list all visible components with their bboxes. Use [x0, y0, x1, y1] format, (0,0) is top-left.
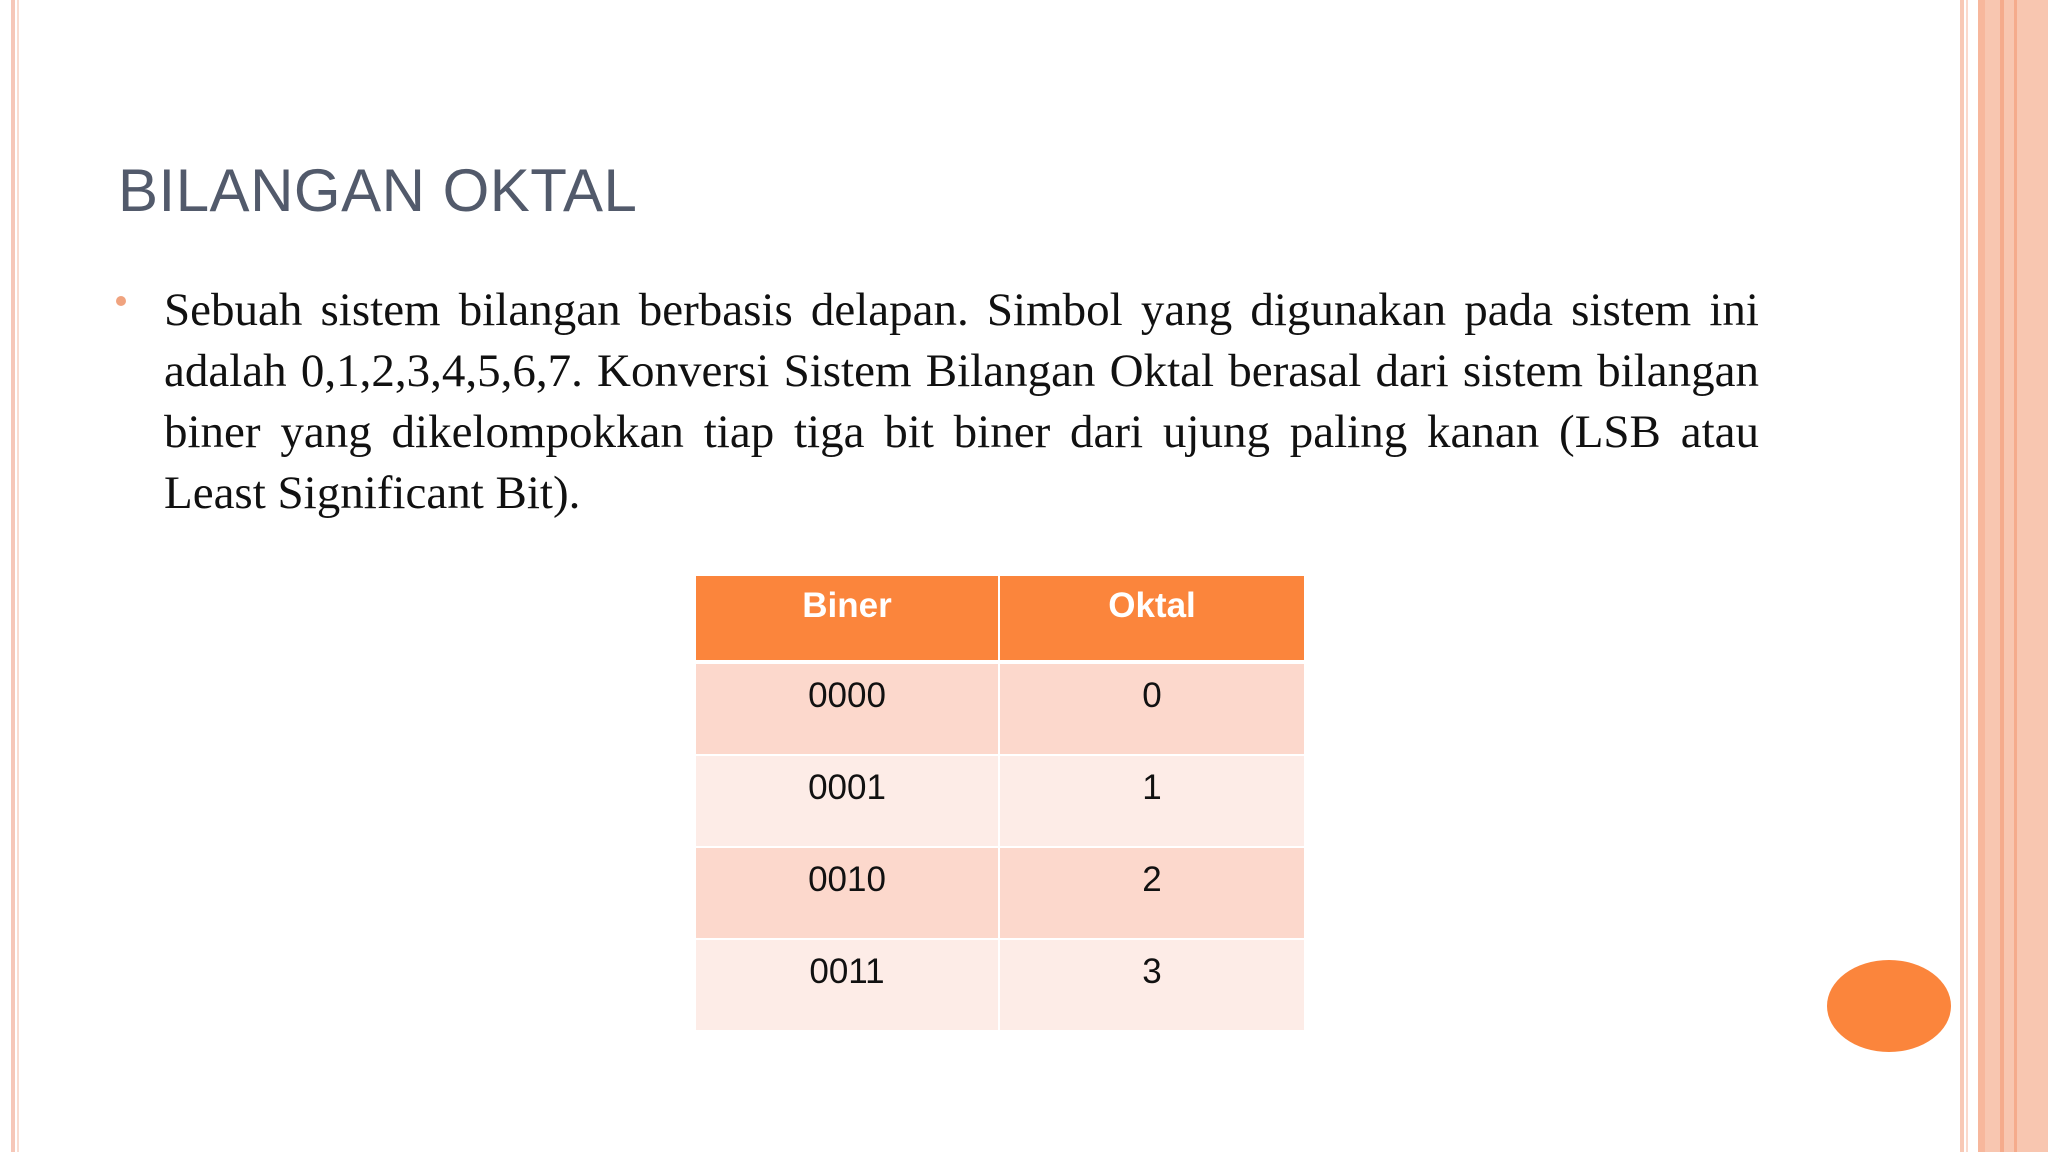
table-cell-oktal: 0 — [1000, 664, 1304, 756]
right-band-stripe — [1978, 0, 1985, 1152]
bullet-icon — [116, 296, 126, 306]
right-band-stripe — [1966, 0, 1968, 1152]
right-band-stripe — [2014, 0, 2017, 1152]
table-cell-oktal: 2 — [1000, 848, 1304, 940]
table-cell-biner: 0010 — [696, 848, 1000, 940]
table-cell-oktal: 1 — [1000, 756, 1304, 848]
table-cell-biner: 0011 — [696, 940, 1000, 1032]
right-band-stripe — [1960, 0, 1964, 1152]
bullet-paragraph: Sebuah sistem bilangan berbasis delapan. Simbol yang digunakan pada sistem ini adalah 0,1,2,3,4,5,6,7. Konversi Sistem Bilangan Oktal berasal dari sistem bilangan biner yang dikelompokkan tiap tiga bit biner dari ujung paling kanan (LSB atau Least Significant Bit). — [164, 284, 1759, 519]
table-row — [696, 940, 1304, 1032]
table-row — [696, 664, 1304, 756]
right-band-stripe — [2000, 0, 2004, 1152]
table-header-oktal: Oktal — [1000, 576, 1304, 664]
table-row — [696, 756, 1304, 848]
table-cell-oktal: 3 — [1000, 940, 1304, 1032]
left-border-line — [17, 0, 19, 1152]
decorative-orange-circle — [1827, 960, 1951, 1052]
table-header-row — [696, 576, 1304, 664]
conversion-table — [696, 576, 1304, 1032]
table-header-biner: Biner — [696, 576, 1000, 664]
table-cell-biner: 0001 — [696, 756, 1000, 848]
slide-title: BILANGAN OKTAL — [118, 157, 638, 224]
left-border-line — [11, 0, 15, 1152]
table-cell-biner: 0000 — [696, 664, 1000, 756]
table-row — [696, 848, 1304, 940]
